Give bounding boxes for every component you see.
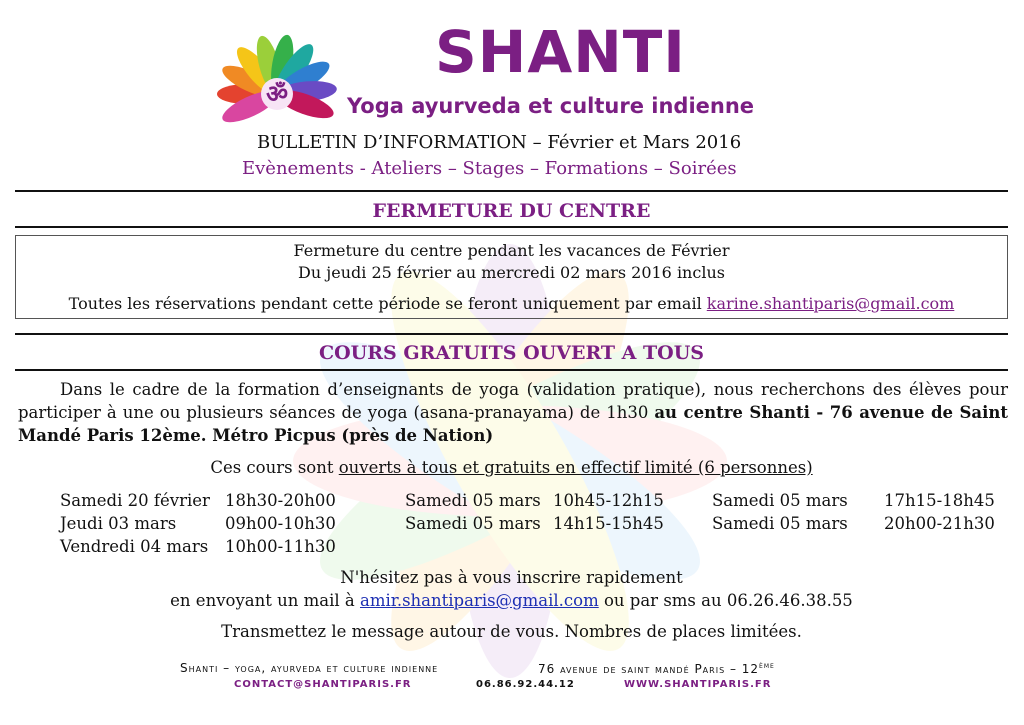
footer-address-sup: ème — [759, 661, 775, 670]
signup-line-1: N'hésitez pas à vous inscrire rapidement — [340, 568, 683, 587]
courses-heading: COURS GRATUITS OUVERT A TOUS — [318, 342, 705, 364]
closure-line-1: Fermeture du centre pendant les vacances de Février — [293, 241, 730, 260]
footer-website[interactable]: WWW.SHANTIPARIS.FR — [624, 679, 772, 690]
footer-name: Shanti – yoga, ayurveda et culture indienne — [180, 661, 439, 675]
divider — [15, 333, 1008, 335]
footer-email[interactable]: CONTACT@SHANTIPARIS.FR — [234, 679, 412, 690]
bulletin-heading: BULLETIN D’INFORMATION – Février et Mars 2016 — [257, 132, 742, 153]
closure-line-3 — [15, 293, 1008, 314]
transmit-line: Transmettez le message autour de vous. Nombres de places limitées. — [221, 622, 802, 641]
courses-paragraph — [18, 378, 1008, 447]
schedule-time: 18h30-20h00 — [225, 491, 336, 510]
divider — [15, 369, 1008, 371]
schedule-day: Jeudi 03 mars — [60, 514, 177, 533]
footer-phone: 06.86.92.44.12 — [476, 679, 575, 690]
signup-line-2 — [15, 590, 1008, 611]
schedule-day: Samedi 05 mars — [712, 514, 848, 533]
divider — [15, 190, 1008, 192]
schedule-time: 10h45-12h15 — [553, 491, 664, 510]
page-title: SHANTI — [435, 18, 686, 86]
open-line-underlined: ouverts à tous et gratuits en effectif limité (6 personnes) — [338, 458, 813, 477]
lotus-om-icon — [212, 22, 342, 132]
footer-address — [538, 661, 775, 676]
schedule-time: 20h00-21h30 — [884, 514, 995, 533]
closure-heading: FERMETURE DU CENTRE — [372, 200, 651, 222]
open-line-text: Ces cours sont — [210, 458, 339, 477]
courses-location: au centre Shanti - 76 avenue de Saint Mandé Paris 12ème. Métro Picpus (près de Nation) — [18, 403, 1008, 445]
schedule-time: 14h15-15h45 — [553, 514, 664, 533]
closure-line-3-text: Toutes les réservations pendant cette période se feront uniquement par email — [68, 294, 707, 313]
signup-suffix: ou par sms au 06.26.46.38.55 — [598, 591, 853, 610]
footer-address-text: 76 avenue de saint mandé Paris – 12 — [538, 662, 760, 676]
events-line: Evènements - Ateliers – Stages – Formations – Soirées — [242, 158, 737, 179]
subtitle: Yoga ayurveda et culture indienne — [347, 94, 755, 118]
schedule-time: 17h15-18h45 — [884, 491, 995, 510]
closure-email-link[interactable]: karine.shantiparis@gmail.com — [706, 294, 955, 313]
schedule-day: Samedi 20 février — [60, 491, 210, 510]
schedule-day: Samedi 05 mars — [405, 514, 541, 533]
divider — [15, 226, 1008, 228]
open-line — [15, 457, 1008, 478]
schedule-time: 10h00-11h30 — [225, 537, 336, 556]
signup-email-link[interactable]: amir.shantiparis@gmail.com — [359, 591, 599, 610]
svg-text:ॐ: ॐ — [266, 80, 288, 108]
schedule-day: Samedi 05 mars — [712, 491, 848, 510]
schedule-day: Vendredi 04 mars — [60, 537, 209, 556]
schedule-time: 09h00-10h30 — [225, 514, 336, 533]
courses-paragraph-text: Dans le cadre de la formation d’enseignants de yoga (validation pratique), nous recherchons des élèves pour participer à une ou plusieurs séances de yoga (asana-pranayama) de 1h30 — [18, 380, 1008, 422]
signup-prefix: en envoyant un mail à — [170, 591, 360, 610]
schedule-day: Samedi 05 mars — [405, 491, 541, 510]
closure-line-2: Du jeudi 25 février au mercredi 02 mars 2016 inclus — [298, 263, 725, 282]
